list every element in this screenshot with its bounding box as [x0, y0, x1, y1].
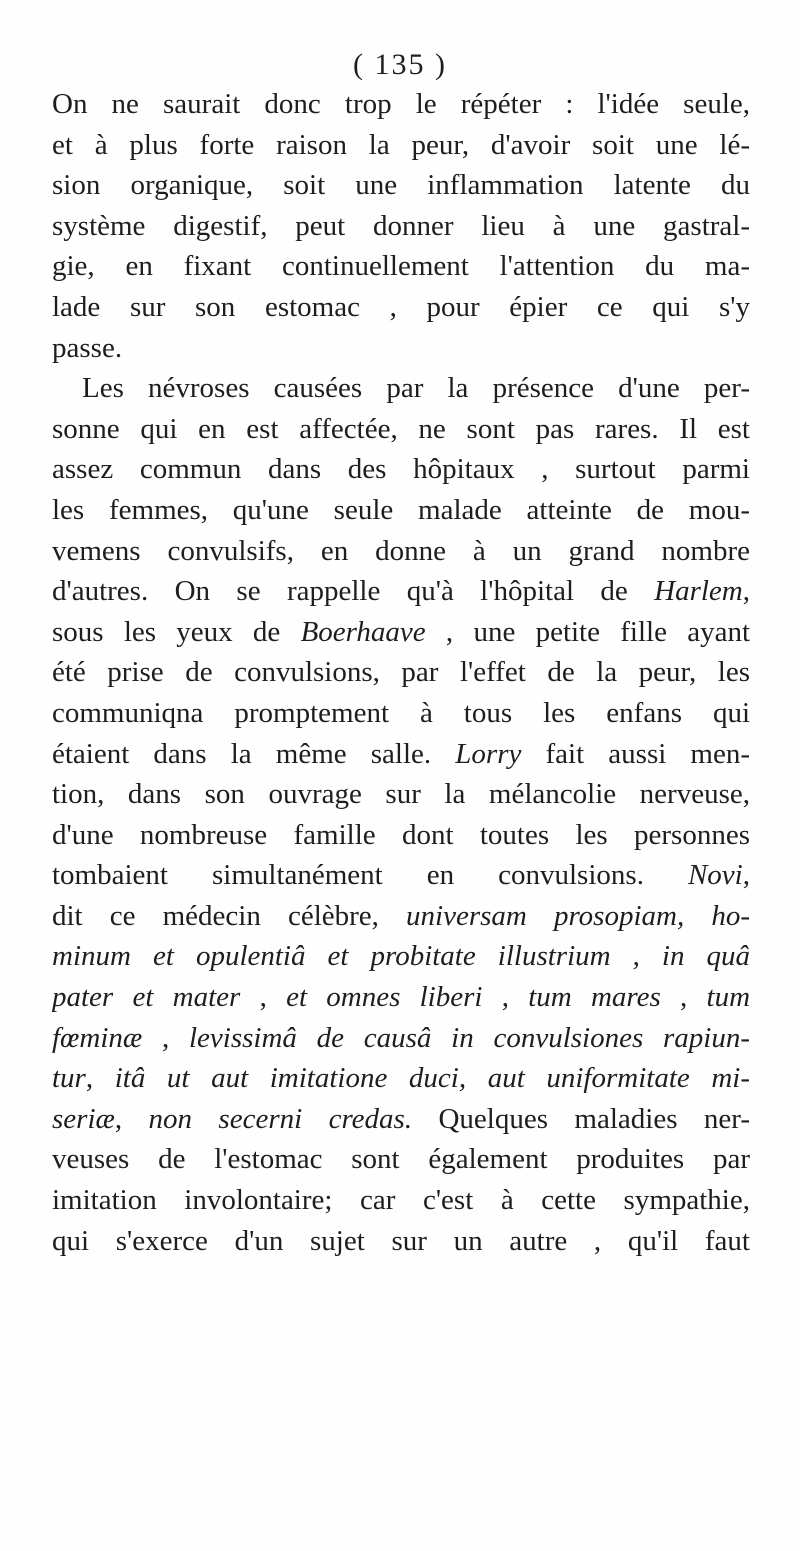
text-line: tion, dans son ouvrage sur la mélancolie nerveuse, [52, 778, 750, 811]
text-span: , [660, 981, 707, 1014]
text-line: lade sur son estomac , pour épier ce qui s'y [52, 290, 750, 323]
italic-name: Novi [687, 859, 743, 892]
latin-quote: tum mares [528, 981, 661, 1014]
text-line: qui s'exerce d'un sujet sur un autre , qu'il faut [52, 1224, 750, 1257]
text-span: , [742, 575, 750, 608]
latin-quote: minum et opulentiâ et probitate illustrium [52, 940, 611, 973]
text-line: vemens convulsifs, en donne à un grand nombre [52, 534, 750, 567]
text-line: veuses de l'estomac sont également produites par [52, 1143, 750, 1176]
text-line: et à plus forte raison la peur, d'avoir soit une lé- [52, 128, 750, 161]
text-line [52, 1018, 750, 1059]
text-line: été prise de convulsions, par l'effet de la peur, les [52, 656, 750, 689]
text-span: fait aussi men- [521, 737, 750, 770]
text-line: d'une nombreuse famille dont toutes les personnes [52, 818, 750, 851]
latin-quote: et omnes liberi [286, 981, 483, 1014]
text-span: , [114, 1102, 149, 1135]
body-text [52, 84, 750, 1261]
text-span: dit ce médecin célèbre, [52, 899, 407, 932]
text-line: Les névroses causées par la présence d'une per- [82, 372, 750, 405]
latin-quote: levissimâ de causâ in convulsiones rapiun- [188, 1021, 750, 1054]
italic-name: Boerhaave [300, 615, 426, 648]
text-span: tombaient simultanément en convulsions. [52, 859, 688, 892]
latin-quote: universam prosopiam, ho- [406, 899, 750, 932]
text-span: , [610, 940, 662, 973]
text-span: d'autres. On se rappelle qu'à l'hôpital de [52, 575, 655, 608]
italic-name: Lorry [455, 737, 522, 770]
text-line [52, 734, 750, 775]
text-line: sion organique, soit une inflammation latente du [52, 169, 750, 202]
text-span: Quelques maladies ner- [412, 1102, 750, 1135]
text-span: , [85, 1062, 115, 1095]
latin-quote: pater et mater [52, 981, 241, 1014]
text-line [52, 1099, 750, 1140]
page-number: ( 135 ) [353, 48, 447, 81]
text-line: gie, en fixant continuellement l'attention du ma- [52, 250, 750, 283]
text-span: , [742, 859, 750, 892]
latin-quote: tum [706, 981, 750, 1014]
text-span: sous les yeux de [52, 615, 301, 648]
text-line: communiqna promptement à tous les enfans qui [52, 696, 750, 729]
latin-quote: in quâ [661, 940, 750, 973]
text-line [52, 1058, 750, 1099]
text-span: , [142, 1021, 189, 1054]
text-line [52, 896, 750, 937]
latin-quote: itâ ut aut imitatione duci, aut uniformitate mi- [114, 1062, 750, 1095]
text-line [52, 855, 750, 896]
text-line: imitation involontaire; car c'est à cette sympathie, [52, 1184, 750, 1217]
text-line: On ne saurait donc trop le répéter : l'idée seule, [52, 88, 750, 120]
text-line [52, 571, 750, 612]
text-span: , une petite fille ayant [425, 615, 750, 648]
text-line: assez commun dans des hôpitaux , surtout parmi [52, 453, 750, 486]
text-line [52, 936, 750, 977]
text-line [52, 977, 750, 1018]
text-line: système digestif, peut donner lieu à une gastral- [52, 209, 750, 242]
text-line: passe. [52, 331, 123, 364]
latin-quote: seriæ [52, 1102, 115, 1135]
text-line: sonne qui en est affectée, ne sont pas rares. Il est [52, 412, 750, 445]
text-span: , [240, 981, 287, 1014]
latin-quote: non secerni credas. [148, 1102, 413, 1135]
latin-quote: tur [52, 1062, 86, 1095]
text-line [52, 612, 750, 653]
text-span: , [482, 981, 529, 1014]
text-line: les femmes, qu'une seule malade atteinte de mou- [52, 493, 750, 526]
text-span: étaient dans la même salle. [52, 737, 456, 770]
italic-name: Harlem [654, 575, 743, 608]
latin-quote: fœminæ [52, 1021, 143, 1054]
